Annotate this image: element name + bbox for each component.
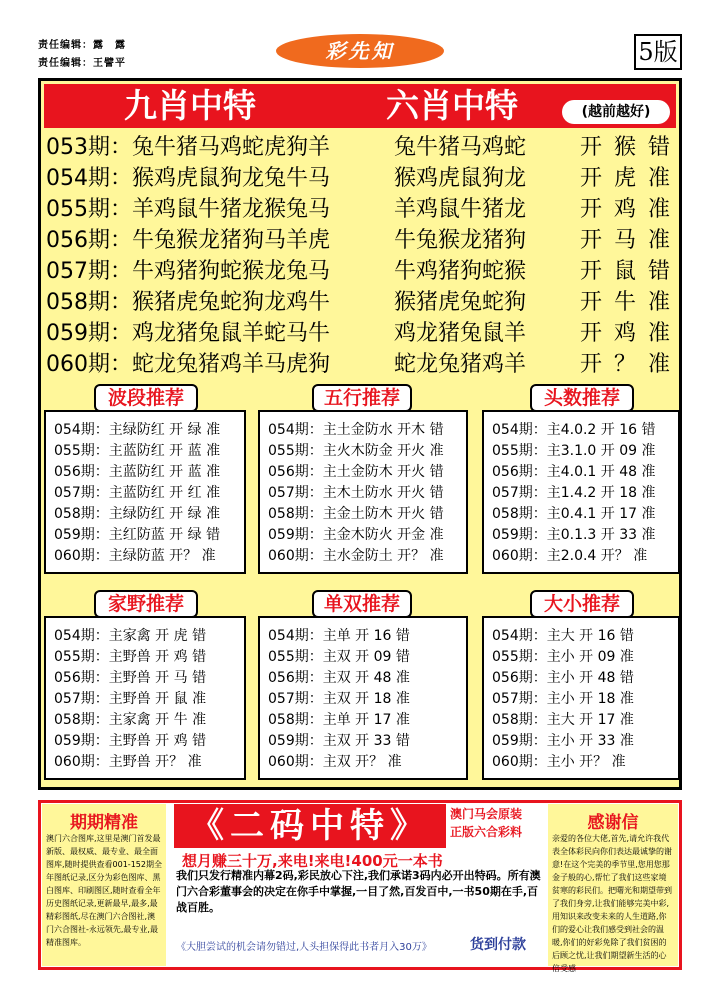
prediction-row-nine [46,349,330,380]
six-zodiac-set: 兔牛猪马鸡蛇 [394,135,527,160]
prediction-result [580,132,670,163]
head-recommend-row: 054期：主4.0.2 开 16 错 [492,422,656,438]
result-result: 准 [647,166,670,191]
nine-zodiac-set: 牛兔猴龙猪狗马羊虎 [132,228,331,253]
wave-recommend-title: 波段推荐 [94,384,198,412]
period-label: 053期： [46,135,132,160]
prediction-result [580,225,670,256]
result-zodiac: 猴 [613,135,636,160]
result-open: 开 [580,259,603,284]
result-result: 准 [647,228,670,253]
period-label: 057期： [46,259,132,284]
wave-recommend-row: 056期：主蓝防红 开 蓝 准 [54,464,221,480]
page-number: 5版 [634,34,682,70]
wave-recommend-row: 055期：主蓝防红 开 蓝 准 [54,443,221,459]
nine-zodiac-set: 牛鸡猪狗蛇猴龙兔马 [132,259,331,284]
result-result: 准 [647,352,670,377]
domestic-recommend-row: 057期：主野兽 开 鼠 准 [54,691,207,707]
nine-zodiac-set: 鸡龙猪兔鼠羊蛇马牛 [132,321,331,346]
oddeven-recommend-row: 057期：主双 开 18 准 [268,691,410,707]
size-recommend-row: 060期：主小 开？ 准 [492,754,626,770]
editor-line-1: 责任编辑：露 露 [38,40,126,51]
result-open: 开 [580,197,603,222]
oddeven-recommend-title: 单双推荐 [312,590,412,618]
prediction-result [580,256,670,287]
six-zodiac-set: 猴鸡虎鼠狗龙 [394,166,527,191]
period-label: 060期： [46,352,132,377]
head-recommend-row: 056期：主4.0.1 开 48 准 [492,464,656,480]
domestic-recommend-row: 059期：主野兽 开 鸡 错 [54,733,207,749]
prediction-row-nine [46,287,330,318]
slogan: 想月赚三十万,来电!来电!400元一本书 [182,852,443,870]
wave-recommend-row: 057期：主蓝防红 开 红 准 [54,485,221,501]
head-recommend-row: 055期：主3.1.0 开 09 准 [492,443,656,459]
six-zodiac-set: 牛鸡猪狗蛇猴 [394,259,527,284]
left-panel-title: 期期精准 [70,813,138,833]
promo-paragraph: 我们只发行精准内幕2码,彩民放心下注,我们承诺3码内必开出特码。所有澳门六合彩董事会的决定在你手中掌握,一目了然,百发百中,一书50期在手,百战百胜。 [176,869,541,914]
prediction-row-nine [46,318,330,349]
prediction-result [580,349,670,380]
oddeven-recommend-row: 059期：主双 开 33 错 [268,733,410,749]
result-zodiac: ？ [613,352,636,377]
domestic-recommend-title: 家野推荐 [94,590,198,618]
result-result: 准 [647,197,670,222]
result-open: 开 [580,166,603,191]
result-result: 错 [647,135,670,160]
domestic-recommend-row: 054期：主家禽 开 虎 错 [54,628,207,644]
result-result: 准 [647,290,670,315]
domestic-recommend-row: 056期：主野兽 开 马 错 [54,670,207,686]
domestic-recommend-row: 060期：主野兽 开？ 准 [54,754,202,770]
nine-zodiac-title: 九肖中特 [124,86,256,125]
editor-line-2: 责任编辑：王譬平 [38,58,126,69]
prediction-result [580,318,670,349]
result-open: 开 [580,135,603,160]
nine-zodiac-set: 蛇龙兔猪鸡羊马虎狗 [132,352,331,377]
oddeven-recommend-row: 055期：主双 开 09 错 [268,649,410,665]
head-recommend-row: 058期：主0.4.1 开 17 准 [492,506,656,522]
two-code-title: 《二码中特》 [174,804,446,848]
element-recommend-row: 060期：主水金防土 开？ 准 [268,548,444,564]
period-label: 059期： [46,321,132,346]
promo-footnote: 《大胆尝试的机会请勿错过,人头担保得此书者月入30万》 [176,942,432,953]
six-zodiac-set: 猴猪虎兔蛇狗 [394,290,527,315]
size-recommend-row: 058期：主大 开 17 准 [492,712,634,728]
oddeven-recommend-row: 060期：主双 开？ 准 [268,754,402,770]
period-label: 056期： [46,228,132,253]
prediction-row-nine [46,163,330,194]
nine-zodiac-set: 猴猪虎兔蛇狗龙鸡牛 [132,290,331,315]
size-recommend-row: 055期：主小 开 09 准 [492,649,634,665]
wave-recommend-row: 059期：主红防蓝 开 绿 错 [54,527,221,543]
left-panel-text: 澳门六合图库,这里是澳门首发最新版、最权威、最专业、最全面图库,随时提供查看001-152期全年图纸记录,区分为彩色图库、黑白图库、印刷图区,随时查看全年历史图纸记录,更新最早,最多,最精彩图纸,尽在澳门六合图社,澳门六合图社-永远领先,最专业,最精准图库。 [46,834,162,947]
result-zodiac: 牛 [613,290,636,315]
six-zodiac-title: 六肖中特 [386,86,518,125]
domestic-recommend-row: 058期：主家禽 开 牛 准 [54,712,207,728]
size-recommend-row: 057期：主小 开 18 准 [492,691,634,707]
period-label: 055期： [46,197,132,222]
six-zodiac-set: 蛇龙兔猪鸡羊 [394,352,527,377]
oddeven-recommend-row: 054期：主单 开 16 错 [268,628,410,644]
six-zodiac-set: 羊鸡鼠牛猪龙 [394,197,527,222]
thanks-letter-title: 感谢信 [587,813,639,833]
prediction-result [580,194,670,225]
result-zodiac: 鼠 [613,259,636,284]
head-recommend-title: 头数推荐 [530,384,634,412]
prediction-row-nine [46,132,330,163]
period-label: 054期： [46,166,132,191]
size-recommend-title: 大小推荐 [530,590,634,618]
size-recommend-row: 059期：主小 开 33 准 [492,733,634,749]
result-open: 开 [580,321,603,346]
nine-zodiac-set: 猴鸡虎鼠狗龙兔牛马 [132,166,331,191]
six-zodiac-set: 牛兔猴龙猪狗 [394,228,527,253]
prediction-row-nine [46,194,330,225]
element-recommend-row: 057期：主木土防水 开火 错 [268,485,444,501]
thanks-letter-text: 亲爱的各位大佬,首先,请允许我代表全体彩民向你们表达最诚挚的谢意!在这个完美的季节里,您用您那金子般的心,帮忙了我们这些家境贫寒的彩民们。把曙光和期望带到了我们身旁,让我们能够完美中彩,用知识来改变未来的人生道路,你们的爱心让我们感受到社会的温暖,你们的好彩免除了我们贫困的后顾之忧,让我们期望新生活的心倍受感 [552,834,672,973]
result-zodiac: 鸡 [613,197,636,222]
domestic-recommend-row: 055期：主野兽 开 鸡 错 [54,649,207,665]
element-recommend-row: 054期：主土金防水 开木 错 [268,422,444,438]
element-recommend-row: 059期：主金木防火 开金 准 [268,527,444,543]
prediction-row-nine [46,256,330,287]
result-open: 开 [580,352,603,377]
prediction-row-nine [46,225,330,256]
result-zodiac: 鸡 [613,321,636,346]
oddeven-recommend-row: 058期：主单 开 17 准 [268,712,410,728]
brand-logo: 彩先知 [276,34,444,68]
wave-recommend-row: 058期：主绿防红 开 绿 准 [54,506,221,522]
size-recommend-row: 054期：主大 开 16 错 [492,628,634,644]
nine-zodiac-set: 兔牛猪马鸡蛇虎狗羊 [132,135,331,160]
period-label: 058期： [46,290,132,315]
banner-note: (越前越好) [562,100,670,124]
head-recommend-row: 060期：主2.0.4 开？ 准 [492,548,648,564]
wave-recommend-row: 060期：主绿防蓝 开？ 准 [54,548,216,564]
result-zodiac: 马 [613,228,636,253]
oddeven-recommend-row: 056期：主双 开 48 准 [268,670,410,686]
size-recommend-row: 056期：主小 开 48 错 [492,670,634,686]
macau-original-label: 澳门马会原装 [450,807,523,821]
cash-on-delivery: 货到付款 [470,937,526,953]
nine-zodiac-set: 羊鸡鼠牛猪龙猴兔马 [132,197,331,222]
element-recommend-row: 058期：主金土防木 开火 错 [268,506,444,522]
prediction-result [580,287,670,318]
wave-recommend-row: 054期：主绿防红 开 绿 准 [54,422,221,438]
six-zodiac-set: 鸡龙猪兔鼠羊 [394,321,527,346]
element-recommend-row: 056期：主土金防木 开火 错 [268,464,444,480]
result-result: 准 [647,321,670,346]
head-recommend-row: 057期：主1.4.2 开 18 准 [492,485,656,501]
genuine-lottery-label: 正版六合彩料 [450,825,523,839]
result-open: 开 [580,290,603,315]
result-open: 开 [580,228,603,253]
element-recommend-row: 055期：主火木防金 开火 准 [268,443,444,459]
result-result: 错 [647,259,670,284]
result-zodiac: 虎 [613,166,636,191]
element-recommend-title: 五行推荐 [312,384,412,412]
head-recommend-row: 059期：主0.1.3 开 33 准 [492,527,656,543]
prediction-result [580,163,670,194]
